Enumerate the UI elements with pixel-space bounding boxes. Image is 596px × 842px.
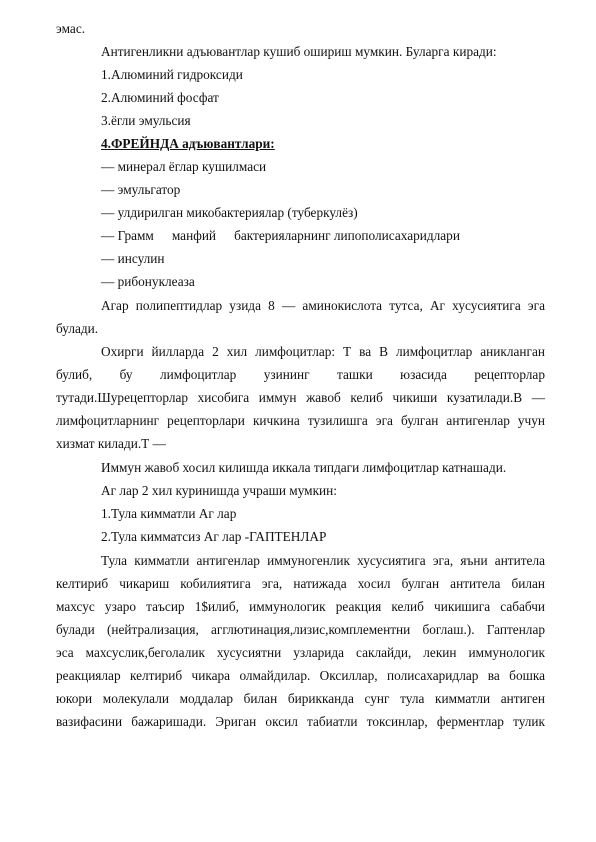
list-item: 3.ёгли эмульсия	[101, 113, 191, 128]
text-word: манфий	[171, 228, 217, 243]
list-item: 2.Тула кимматсиз Аг лар -ГАПТЕНЛАР	[101, 529, 327, 544]
paragraph-line: махсус узаро таъсир 1$илиб, иммунологик реакция келиб чикишига сабабчи	[56, 599, 545, 614]
text-word: бактерияларнинг липополисахаридлари	[234, 228, 460, 243]
paragraph-line: хизмат килади.Т —	[56, 436, 166, 451]
paragraph-line: юкори молекулали моддалар билан бирикканда сунг тула кимматли антиген	[56, 691, 545, 706]
paragraph-line: келтириб чикариш кобилиятига эга, натижада хосил булган антитела билан	[56, 576, 545, 591]
paragraph-line: тутади.Шурецепторлар хисобига иммун жавоб келиб чикиши кузатилади.В —	[56, 390, 545, 405]
section-heading: 4.ФРЕЙНДА адъювантлари:	[101, 136, 275, 151]
dash-list-item	[101, 224, 460, 247]
text-word: — Грамм	[101, 228, 154, 243]
paragraph-line: Агар полипептидлар узида 8 — аминокислота тутса, Аг хусусиятига эга	[101, 298, 545, 313]
paragraph-line: Иммун жавоб хосил килишда иккала типдаги лимфоцитлар катнашади.	[101, 460, 507, 475]
paragraph-intro: Антигенликни адъювантлар кушиб ошириш мумкин. Буларга киради:	[101, 44, 497, 59]
dash-list-item: — инсулин	[101, 251, 165, 266]
paragraph-line: лимфоцитларнинг рецепторлари кичкина тузилишга эга булган антигенлар учун	[56, 413, 545, 428]
paragraph-line: реакциялар келтириб чикара олмайдилар. Оксиллар, полисахаридлар ва бошка	[56, 668, 545, 683]
list-item: 1.Алюминий гидроксиди	[101, 67, 243, 82]
dash-list-item: — улдирилган микобактериялар (туберкулёз)	[101, 205, 358, 220]
list-item: 2.Алюминий фосфат	[101, 90, 219, 105]
list-item: 1.Тула кимматли Аг лар	[101, 506, 237, 521]
paragraph-line: Тула кимматли антигенлар иммуногенлик хусусиятига эга, яъни антитела	[101, 553, 545, 568]
paragraph-line: вазифасини бажаришади. Эриган оксил табиатли токсинлар, ферментлар тулик	[56, 714, 545, 729]
paragraph-line: Охирги йилларда 2 хил лимфоцитлар: Т ва В лимфоцитлар аникланган	[101, 344, 545, 359]
dash-list-item: — эмульгатор	[101, 182, 181, 197]
paragraph-line: булади (нейтрализация, агглютинация,лизис,комплементни боглаш.). Гаптенлар	[56, 622, 545, 637]
dash-list-item: — рибонуклеаза	[101, 274, 195, 289]
text-line: эмас.	[56, 21, 86, 36]
paragraph-line: Аг лар 2 хил куринишда учраши мумкин:	[101, 483, 337, 498]
paragraph-line: булади.	[56, 321, 99, 336]
paragraph-line: булиб, бу лимфоцитлар узининг ташки юзасида рецепторлар	[56, 367, 545, 382]
dash-list-item: — минерал ёглар кушилмаси	[101, 159, 267, 174]
paragraph-line: эса махсуслик,беголалик хусусиятни узларида саклайди, лекин иммунологик	[56, 645, 545, 660]
